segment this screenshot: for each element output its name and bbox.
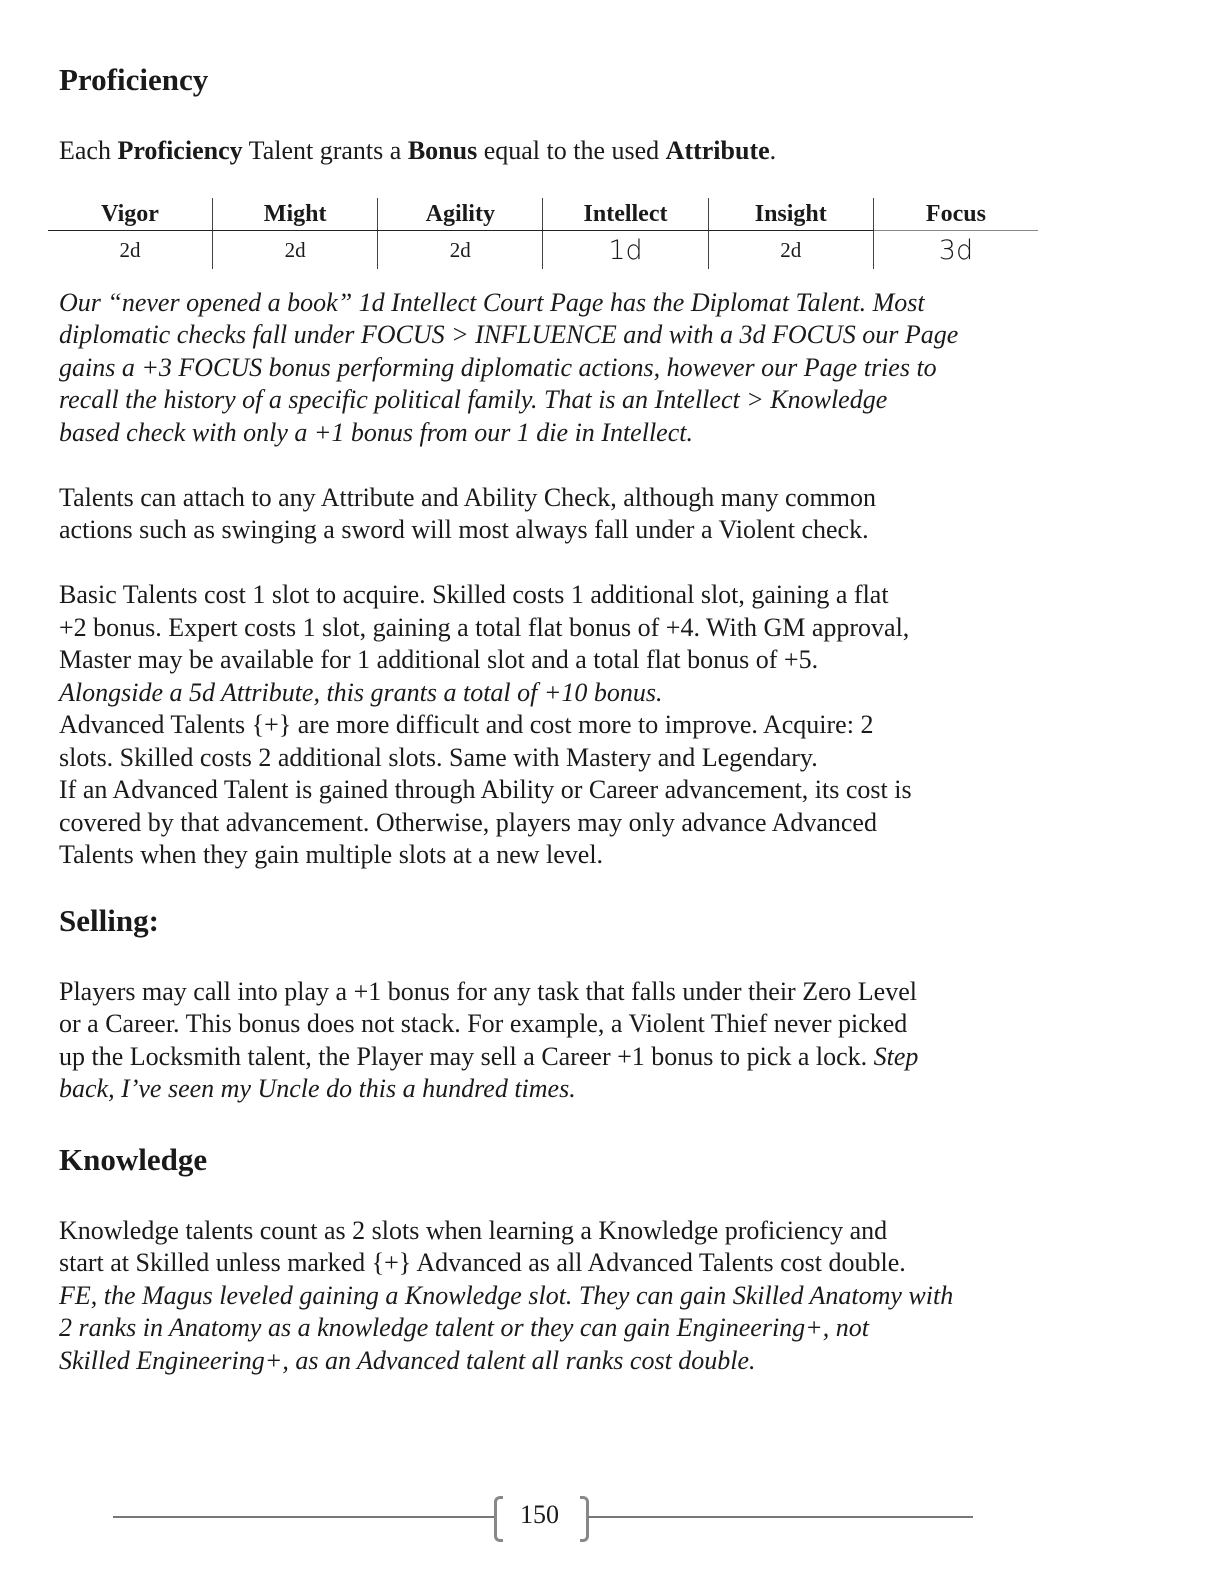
header-vigor: Vigor — [48, 198, 213, 231]
heading-proficiency: Proficiency — [59, 62, 209, 97]
paragraph-line: If an Advanced Talent is gained through Ability or Career advancement, its cost is — [59, 775, 912, 804]
paragraph-line: start at Skilled unless marked {+} Advanced as all Advanced Talents cost double. — [59, 1248, 906, 1277]
header-insight: Insight — [708, 198, 873, 231]
paragraph-line: Knowledge talents count as 2 slots when learning a Knowledge proficiency and — [59, 1216, 888, 1245]
t: Attribute — [665, 136, 770, 165]
value-focus-handwritten: 3d — [873, 231, 1038, 270]
example-line: diplomatic checks fall under FOCUS > INFLUENCE and with a 3d FOCUS our Page — [59, 320, 959, 349]
paragraph-line: actions such as swinging a sword will most always fall under a Violent check. — [59, 515, 869, 544]
example-line: gains a +3 FOCUS bonus performing diplomatic actions, however our Page tries to — [59, 353, 937, 382]
paragraph-line: Talents can attach to any Attribute and Ability Check, although many common — [59, 483, 876, 512]
value-agility: 2d — [378, 231, 543, 270]
value-insight: 2d — [708, 231, 873, 270]
example-line: Our “never opened a book” 1d Intellect Court Page has the Diplomat Talent. Most — [59, 288, 925, 317]
paragraph-line: 2 ranks in Anatomy as a knowledge talent or they can gain Engineering+, not — [59, 1313, 869, 1342]
t: Talent grants a — [242, 136, 408, 165]
t: . — [769, 136, 777, 165]
example-line: recall the history of a specific political family. That is an Intellect > Knowledge — [59, 385, 888, 414]
value-might: 2d — [213, 231, 378, 270]
header-intellect: Intellect — [543, 198, 708, 231]
footer-rule-left — [113, 1516, 497, 1518]
paragraph-line: Talents when they gain multiple slots at a new level. — [59, 840, 604, 869]
heading-selling: Selling: — [59, 903, 159, 938]
footer-rule-right — [588, 1516, 973, 1518]
paragraph-line: Basic Talents cost 1 slot to acquire. Skilled costs 1 additional slot, gaining a flat — [59, 580, 889, 609]
t: equal to the used — [477, 136, 666, 165]
t: Each — [59, 136, 118, 165]
paragraph-line: Alongside a 5d Attribute, this grants a total of +10 bonus. — [59, 678, 663, 707]
paragraph-line: Skilled Engineering+, as an Advanced talent all ranks cost double. — [59, 1346, 756, 1375]
paragraph-line: Players may call into play a +1 bonus for any task that falls under their Zero Level — [59, 977, 917, 1006]
heading-knowledge: Knowledge — [59, 1142, 208, 1177]
t: Proficiency — [117, 136, 243, 165]
paragraph-line: +2 bonus. Expert costs 1 slot, gaining a total flat bonus of +4. With GM approval, — [59, 613, 910, 642]
header-agility: Agility — [378, 198, 543, 231]
example-line: based check with only a +1 bonus from our 1 die in Intellect. — [59, 418, 693, 447]
paragraph-line: Master may be available for 1 additional slot and a total flat bonus of +5. — [59, 645, 819, 674]
footer-bracket-right — [580, 1496, 589, 1542]
paragraph-line: FE, the Magus leveled gaining a Knowledge slot. They can gain Skilled Anatomy with — [59, 1281, 954, 1310]
paragraph-line: covered by that advancement. Otherwise, players may only advance Advanced — [59, 808, 877, 837]
t: Step — [873, 1042, 919, 1071]
paragraph-line: back, I’ve seen my Uncle do this a hundred times. — [59, 1074, 576, 1103]
page-number: 150 — [520, 1500, 559, 1529]
footer-bracket-left — [494, 1496, 503, 1542]
paragraph-line: or a Career. This bonus does not stack. For example, a Violent Thief never picked — [59, 1009, 908, 1038]
t: up the Locksmith talent, the Player may sell a Career +1 bonus to pick a lock. — [59, 1042, 874, 1071]
header-might: Might — [213, 198, 378, 231]
intro-text — [59, 135, 776, 167]
paragraph-line — [59, 1041, 918, 1073]
value-vigor: 2d — [119, 237, 141, 262]
t: Bonus — [407, 136, 478, 165]
paragraph-line: Advanced Talents {+} are more difficult and cost more to improve. Acquire: 2 — [59, 710, 874, 739]
header-focus: Focus — [873, 198, 1038, 231]
paragraph-line: slots. Skilled costs 2 additional slots. Same with Mastery and Legendary. — [59, 743, 818, 772]
attribute-table — [48, 198, 1038, 269]
value-intellect-handwritten: 1d — [543, 231, 708, 270]
